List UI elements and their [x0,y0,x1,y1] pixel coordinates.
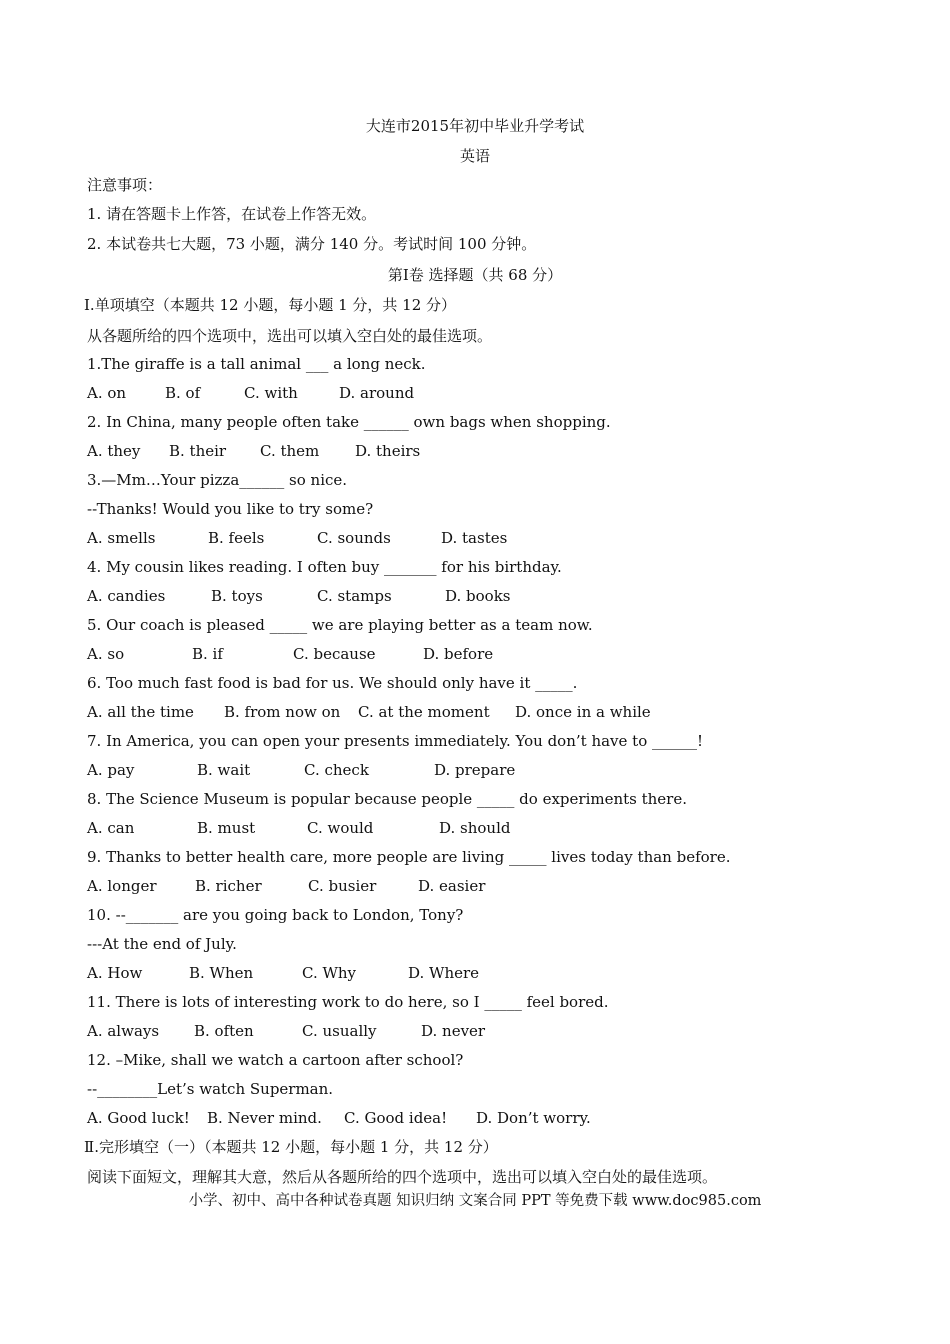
answer-option: B. When [189,964,254,982]
answer-option: D. books [445,587,511,605]
question-stem: 4. My cousin likes reading. I often buy _______ for his birthday. [87,558,562,576]
question-stem: 5. Our coach is pleased _____ we are playing better as a team now. [87,616,593,634]
answer-option: A. How [87,964,143,982]
answer-option: D. easier [418,877,486,895]
answer-option: A. Good luck! [87,1109,190,1127]
answer-option: A. longer [87,877,157,895]
answer-option: B. wait [197,761,251,779]
answer-option: D. prepare [434,761,516,779]
answer-option: D. never [421,1022,486,1040]
answer-option: B. feels [208,529,265,547]
answer-option: A. they [87,442,141,460]
answer-option: D. around [339,384,415,402]
question-stem: 11. There is lots of interesting work to do here, so I _____ feel bored. [87,993,609,1011]
answer-option: B. Never mind. [207,1109,322,1127]
answer-option: D. Where [408,964,480,982]
question-stem: 8. The Science Museum is popular because people _____ do experiments there. [87,790,687,808]
footer-note: 小学、初中、高中各种试卷真题 知识归纳 文案合同 PPT 等免费下载 www.doc985.com [188,1193,762,1209]
section1-title: Ⅰ.单项填空（本题共 12 小题，每小题 1 分，共 12 分） [84,296,457,314]
answer-option: C. stamps [317,587,392,605]
answer-option: D. once in a while [515,703,651,721]
answer-option: B. must [197,819,256,837]
answer-option: B. their [169,442,227,460]
exam-subject: 英语 [459,147,490,165]
answer-option: C. usually [302,1022,377,1040]
section2-instruction: 阅读下面短文，理解其大意，然后从各题所给的四个选项中，选出可以填入空白处的最佳选项。 [87,1168,718,1186]
answer-option: A. smells [87,529,156,547]
answer-option: D. Don’t worry. [476,1109,591,1127]
question-stem: 6. Too much fast food is bad for us. We should only have it _____. [87,674,578,692]
exam-title: 大连市2015年初中毕业升学考试 [365,117,585,135]
question-stem: --Thanks! Would you like to try some? [87,500,374,518]
answer-option: A. so [87,645,125,663]
answer-option: B. from now on [224,703,341,721]
answer-option: A. on [87,384,127,402]
question-stem: 12. –Mike, shall we watch a cartoon after school? [87,1051,464,1069]
section1-instruction: 从各题所给的四个选项中，选出可以填入空白处的最佳选项。 [87,327,493,345]
answer-option: C. them [260,442,320,460]
question-stem: 2. In China, many people often take ______ own bags when shopping. [87,413,611,431]
notice-heading: 注意事项： [87,176,163,194]
question-stem: 10. --_______ are you going back to London, Tony? [87,906,464,924]
question-stem: 1.The giraffe is a tall animal ___ a long neck. [87,355,426,373]
question-stem: --________Let’s watch Superman. [87,1080,334,1098]
answer-option: C. Why [302,964,357,982]
answer-option: D. before [423,645,494,663]
answer-option: C. check [304,761,369,779]
answer-option: D. should [439,819,511,837]
answer-option: D. tastes [441,529,508,547]
question-stem: 7. In America, you can open your presents immediately. You don’t have to ______! [87,732,704,750]
answer-option: B. richer [195,877,262,895]
answer-option: C. at the moment [358,703,490,721]
notice-item: 1. 请在答题卡上作答，在试卷上作答无效。 [87,205,377,223]
notice-item: 2. 本试卷共七大题，73 小题，满分 140 分。考试时间 100 分钟。 [87,235,537,253]
answer-option: A. pay [87,761,135,779]
question-stem: 9. Thanks to better health care, more people are living _____ lives today than before. [87,848,731,866]
answer-option: A. can [87,819,135,837]
question-stem: ---At the end of July. [87,935,237,953]
answer-option: B. of [165,384,201,402]
section2-title: Ⅱ.完形填空（一）（本题共 12 小题，每小题 1 分，共 12 分） [84,1138,498,1156]
answer-option: C. would [307,819,374,837]
answer-option: A. candies [87,587,166,605]
answer-option: A. always [87,1022,160,1040]
answer-option: C. busier [308,877,377,895]
answer-option: A. all the time [87,703,194,721]
part1-title: 第Ⅰ卷 选择题（共 68 分） [387,266,563,284]
answer-option: C. with [244,384,298,402]
answer-option: C. sounds [317,529,391,547]
answer-option: C. Good idea! [344,1109,448,1127]
question-stem: 3.—Mm…Your pizza______ so nice. [87,471,348,489]
answer-option: C. because [293,645,376,663]
answer-option: B. often [194,1022,254,1040]
answer-option: D. theirs [355,442,421,460]
answer-option: B. if [192,645,223,663]
answer-option: B. toys [211,587,263,605]
